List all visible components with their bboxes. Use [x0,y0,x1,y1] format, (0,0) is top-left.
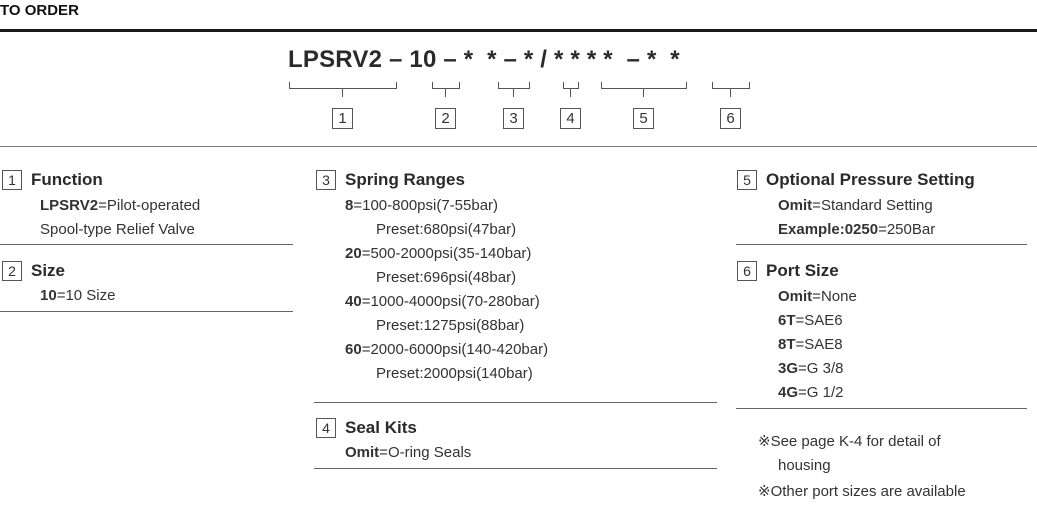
position-number-2: 2 [435,108,456,129]
code-bracket-stem-6 [730,88,731,97]
note-text: ※Other port sizes are available [758,483,966,500]
section-separator [736,244,1027,245]
section-title: Seal Kits [345,418,417,437]
code-bracket-5 [601,82,687,89]
option-line: 20=500-2000psi(35-140bar) [345,245,532,262]
section-separator [736,408,1027,409]
option-line: 3G=G 3/8 [778,360,844,377]
section-title: Spring Ranges [345,170,465,189]
option-line: Example:0250=250Bar [778,221,936,238]
section-divider [0,146,1037,147]
note-text: housing [778,457,831,474]
position-number-1: 1 [332,108,353,129]
section-function-heading [2,170,103,190]
option-line: 8=100-800psi(7-55bar) [345,197,499,214]
section-title: Size [31,261,66,280]
code-bracket-stem-5 [643,88,644,97]
position-number-3: 3 [503,108,524,129]
code-bracket-stem-1 [342,88,343,97]
option-line: Preset:696psi(48bar) [376,269,517,286]
section-seal-kits-heading [316,418,417,438]
code-bracket-stem-2 [445,88,446,97]
option-line: 4G=G 1/2 [778,384,844,401]
option-line: Omit=O-ring Seals [345,444,472,461]
option-line: 40=1000-4000psi(70-280bar) [345,293,540,310]
option-line: Omit=None [778,288,857,305]
section-separator [314,468,717,469]
section-title: Optional Pressure Setting [766,170,975,189]
position-number-5: 5 [633,108,654,129]
note-text: ※See page K-4 for detail of [758,433,941,450]
section-optional-pressure-heading [737,170,975,190]
section-number: 4 [316,418,336,438]
code-bracket-3 [498,82,530,89]
section-title: Function [31,170,103,189]
option-line: Spool-type Relief Valve [40,221,195,238]
code-bracket-4 [563,82,579,89]
section-port-size-heading [737,261,839,281]
section-size-heading [2,261,65,281]
option-line: Preset:680psi(47bar) [376,221,517,238]
section-title: Port Size [766,261,839,280]
position-number-4: 4 [560,108,581,129]
section-number: 5 [737,170,757,190]
section-number: 6 [737,261,757,281]
section-separator [0,311,293,312]
option-line: Omit=Standard Setting [778,197,933,214]
section-separator [0,244,293,245]
code-bracket-1 [289,82,397,89]
code-bracket-2 [432,82,460,89]
section-number: 2 [2,261,22,281]
section-number: 3 [316,170,336,190]
option-line: 60=2000-6000psi(140-420bar) [345,341,549,358]
header-rule [0,29,1037,32]
section-spring-ranges-heading [316,170,465,190]
option-line: 10=10 Size [40,287,116,304]
option-line: Preset:2000psi(140bar) [376,365,533,382]
code-bracket-stem-4 [570,88,571,97]
option-line: Preset:1275psi(88bar) [376,317,525,334]
position-number-6: 6 [720,108,741,129]
page-title: TO ORDER [0,2,79,19]
section-number: 1 [2,170,22,190]
model-code: LPSRV2 – 10 – * * – * / * * * * – * * [288,46,680,73]
option-line: 8T=SAE8 [778,336,843,353]
option-line: 6T=SAE6 [778,312,843,329]
option-line: LPSRV2=Pilot-operated [40,197,201,214]
code-bracket-stem-3 [513,88,514,97]
code-bracket-6 [712,82,750,89]
section-separator [314,402,717,403]
